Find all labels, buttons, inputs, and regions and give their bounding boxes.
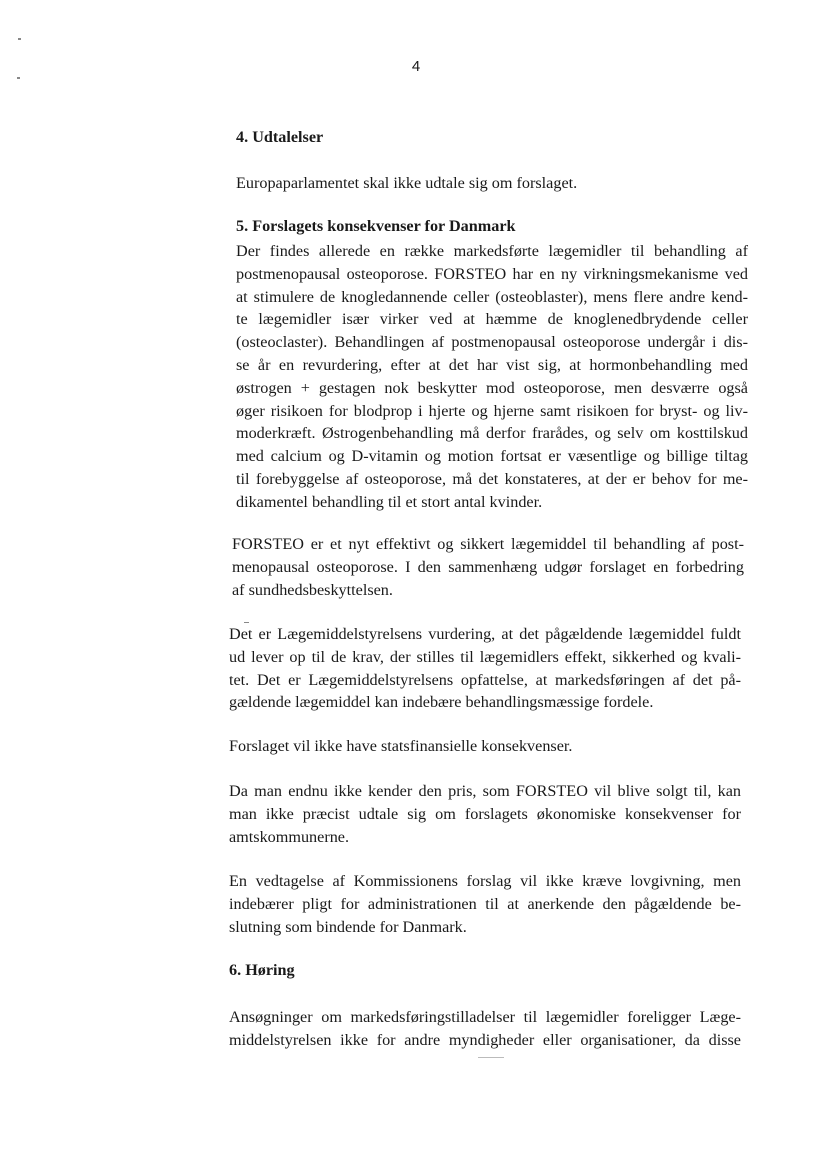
section-5-paragraph-5: Da man endnu ikke kender den pris, som FORSTEO vil blive solgt til, kan man ikke præcist udtale sig om forslagets økonomiske konsekvenser for amtskommunerne.	[229, 782, 741, 846]
section-6-paragraph-1: Ansøgninger om markedsføringstilladelser til lægemidler foreligger Læge- middelstyrelsen ikke for andre myndigheder eller organisationer, da disse	[229, 1008, 741, 1049]
section-4-text: Europaparlamentet skal ikke udtale sig om forslaget.	[236, 174, 578, 192]
section-5-paragraph-4: Forslaget vil ikke have statsfinansielle konsekvenser.	[229, 737, 573, 755]
section-5-paragraph-3: Det er Lægemiddelstyrelsens vurdering, at det pågældende lægemiddel fuldt ud lever op til de krav, der stilles til lægemidlers effekt, sikkerhed og kvali- tet. Det er Lægemiddelstyrelsens opfattelse, at markedsføringen af det på- gældende lægemiddel kan indebære behandlingsmæssige fordele.	[229, 625, 741, 712]
section-5-paragraph-1: Der findes allerede en række markedsførte lægemidler til behandling af postmenopausal osteoporose. FORSTEO har en ny virkningsmekanisme ved at stimulere de knogledannende celler (osteoblaster), mens flere andre kend- te lægemidler især virker ved at hæmme de knoglenedbrydende celler (osteoclaster). Behandlingen af postmenopausal osteoporose undergår i dis- se år en revurdering, efter at det har vist sig, at hormonbehandling med østrogen + gestagen nok beskytter mod osteoporose, men desværre også øger risikoen for blodprop i hjerte og hjerne samt risikoen for bryst- og liv- moderkræft. Østrogenbehandling må derfor frarådes, og selv om kosttilskud med calcium og D-vitamin og motion fortsat er væsentlige og billige tiltag til forebyggelse af osteoporose, må det konstateres, at der er behov for me- dikamentel behandling til et stort antal kvinder.	[236, 242, 748, 511]
page-number: 4	[411, 58, 421, 75]
section-5-paragraph-2: FORSTEO er et nyt effektivt og sikkert lægemiddel til behandling af post- menopausal osteoporose. I den sammenhæng udgør forslaget en forbedring af sundhedsbeskyttelsen.	[232, 535, 744, 599]
section-6-heading: 6. Høring	[229, 961, 295, 979]
section-5-paragraph-6: En vedtagelse af Kommissionens forslag vil ikke kræve lovgivning, men indebærer pligt for administrationen til at anerkende den pågældende be- slutning som bindende for Danmark.	[229, 872, 741, 936]
section-4-heading: 4. Udtalelser	[236, 128, 324, 146]
section-5-heading: 5. Forslagets konsekvenser for Danmark	[236, 217, 516, 235]
